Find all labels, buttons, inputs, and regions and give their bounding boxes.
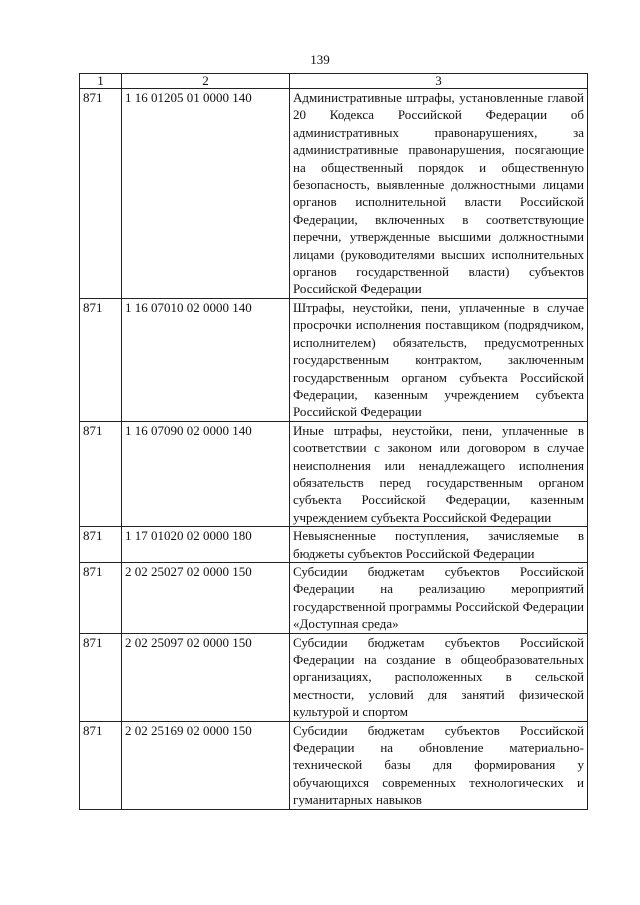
revenue-classification-table [79,73,588,810]
administrator-code: 871 [80,298,122,421]
administrator-code: 871 [80,562,122,633]
table-row [80,721,588,809]
table-row [80,527,588,563]
revenue-description: Субсидии бюджетам субъектов Российской Федерации на создание в общеобразовательных организациях, расположенных в сельской местности, условий для занятий физической культурой и спортом [290,633,588,721]
budget-classification-code: 1 16 01205 01 0000 140 [122,89,290,299]
administrator-code: 871 [80,421,122,526]
table-row [80,298,588,421]
table-row [80,421,588,526]
budget-classification-code: 1 17 01020 02 0000 180 [122,527,290,563]
revenue-description: Иные штрафы, неустойки, пени, уплаченные в соответствии с законом или договором в случае неисполнения или ненадлежащего исполнения обязательств перед государственным органом субъекта Российской Федерации, казенным учреждением субъекта Российской Федерации [290,421,588,526]
administrator-code: 871 [80,527,122,563]
administrator-code: 871 [80,721,122,809]
header-row [80,74,588,89]
budget-classification-code: 2 02 25027 02 0000 150 [122,562,290,633]
revenue-description: Штрафы, неустойки, пени, уплаченные в случае просрочки исполнения поставщиком (подрядчиком, исполнителем) обязательств, предусмотренных государственным контрактом, заключенным государственным органом субъекта Российской Федерации, казенным учреждением субъекта Российской Федерации [290,298,588,421]
budget-classification-code: 1 16 07090 02 0000 140 [122,421,290,526]
column-header-2: 2 [122,74,290,89]
table-row [80,89,588,299]
budget-classification-code: 2 02 25169 02 0000 150 [122,721,290,809]
revenue-description: Административные штрафы, установленные главой 20 Кодекса Российской Федерации об административных правонарушениях, за административные правонарушения, посягающие на общественный порядок и общественную безопасность, выявленные должностными лицами органов исполнительной власти Российской Федерации, включенных в соответствующие перечни, утвержденные высшими должностными лицами (руководителями высших исполнительных органов государственной власти) субъектов Российской Федерации [290,89,588,299]
budget-classification-code: 1 16 07010 02 0000 140 [122,298,290,421]
revenue-description: Невыясненные поступления, зачисляемые в бюджеты субъектов Российской Федерации [290,527,588,563]
revenue-description: Субсидии бюджетам субъектов Российской Федерации на реализацию мероприятий государственной программы Российской Федерации «Доступная среда» [290,562,588,633]
budget-classification-code: 2 02 25097 02 0000 150 [122,633,290,721]
revenue-description: Субсидии бюджетам субъектов Российской Федерации на обновление материально-технической базы для формирования у обучающихся современных технологических и гуманитарных навыков [290,721,588,809]
column-header-1: 1 [80,74,122,89]
administrator-code: 871 [80,633,122,721]
table-row [80,633,588,721]
table-row [80,562,588,633]
administrator-code: 871 [80,89,122,299]
column-header-3: 3 [290,74,588,89]
page-number: 139 [310,52,330,67]
